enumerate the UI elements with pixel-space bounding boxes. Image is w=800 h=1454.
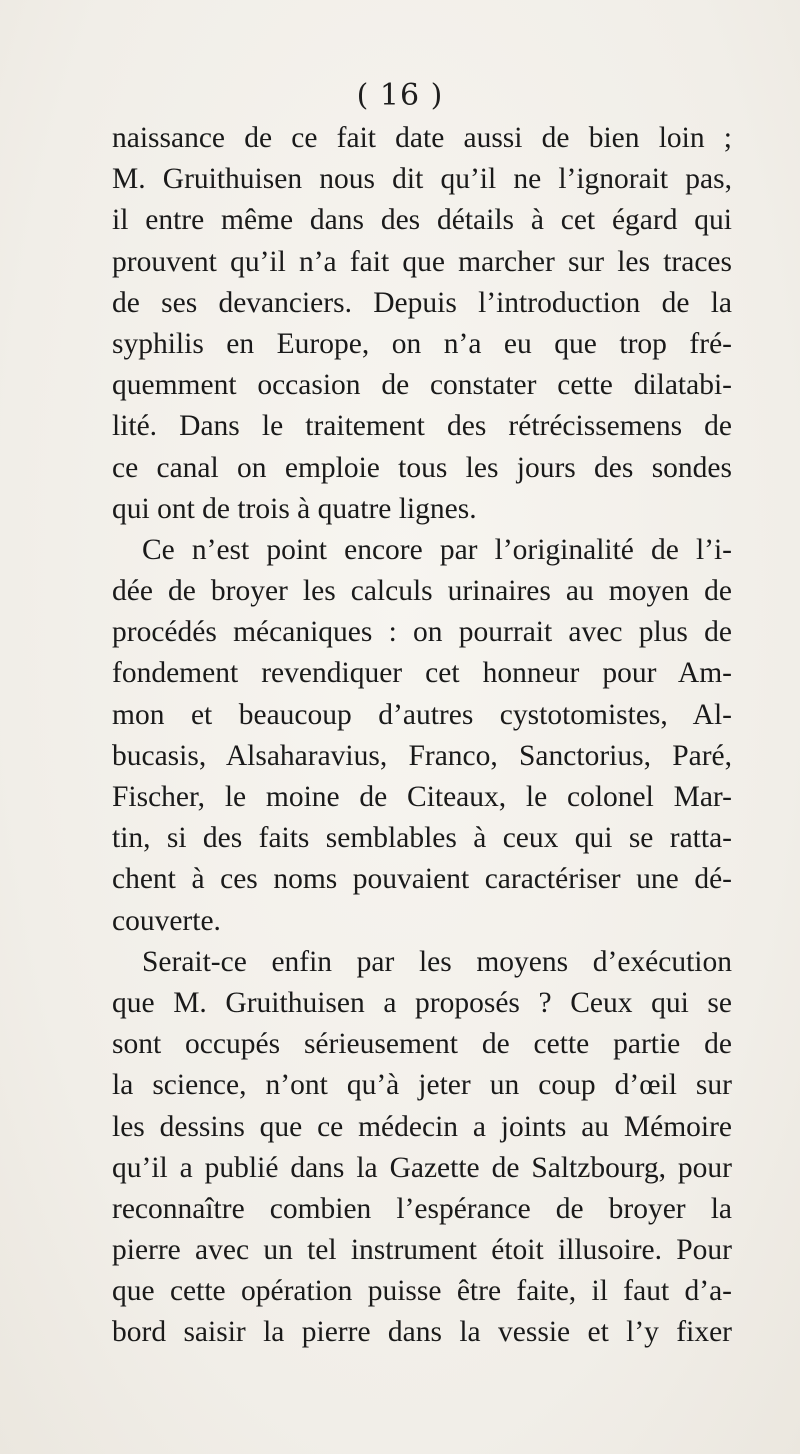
text-line: tin, si des faits semblables à ceux qui se ratta- (112, 822, 732, 855)
text-line: il entre même dans des détails à cet égard qui (112, 204, 732, 237)
text-line: la science, n’ont qu’à jeter un coup d’œil sur (112, 1069, 732, 1102)
text-line: bucasis, Alsaharavius, Franco, Sanctorius, Paré, (112, 739, 732, 772)
text-line: de ses devanciers. Depuis l’introduction de la (112, 286, 732, 319)
text-line: prouvent qu’il n’a fait que marcher sur les traces (112, 245, 732, 278)
text-line: qu’il a publié dans la Gazette de Saltzbourg, pour (112, 1151, 732, 1184)
text-line: les dessins que ce médecin a joints au Mémoire (112, 1110, 732, 1143)
text-line: Fischer, le moine de Citeaux, le colonel Mar- (112, 781, 732, 813)
page-number: ( 16 ) (356, 78, 444, 113)
text-line: Ce n’est point encore par l’originalité de l’i- (142, 533, 732, 566)
text-line: bord saisir la pierre dans la vessie et l’y fixer (112, 1316, 732, 1349)
text-line: quemment occasion de constater cette dilatabi- (112, 369, 732, 402)
text-line: lité. Dans le traitement des rétrécissemens de (112, 410, 732, 443)
text-line: fondement revendiquer cet honneur pour Am- (112, 657, 732, 690)
text-line: chent à ces noms pouvaient caractériser une dé- (112, 863, 732, 896)
text-line: syphilis en Europe, on n’a eu que trop fré- (112, 327, 732, 360)
text-line: sont occupés sérieusement de cette partie de (112, 1028, 732, 1061)
text-line: couverte. (112, 904, 221, 937)
text-line: que M. Gruithuisen a proposés ? Ceux qui se (112, 986, 732, 1019)
text-line: qui ont de trois à quatre lignes. (112, 492, 477, 525)
text-line: ce canal on emploie tous les jours des sondes (112, 451, 732, 484)
text-line: Serait-ce enfin par les moyens d’exécution (142, 945, 732, 978)
text-line: dée de broyer les calculs urinaires au moyen de (112, 575, 732, 608)
text-line: reconnaître combien l’espérance de broyer la (112, 1192, 732, 1225)
text-line: pierre avec un tel instrument étoit illusoire. Pour (112, 1234, 732, 1267)
text-line: mon et beaucoup d’autres cystotomistes, Al- (112, 698, 732, 731)
text-line: que cette opération puisse être faite, il faut d’a- (112, 1275, 732, 1308)
text-line: M. Gruithuisen nous dit qu’il ne l’ignorait pas, (112, 163, 732, 196)
text-line: naissance de ce fait date aussi de bien loin ; (112, 122, 732, 154)
body-text (112, 118, 732, 1354)
text-line: procédés mécaniques : on pourrait avec plus de (112, 616, 732, 649)
